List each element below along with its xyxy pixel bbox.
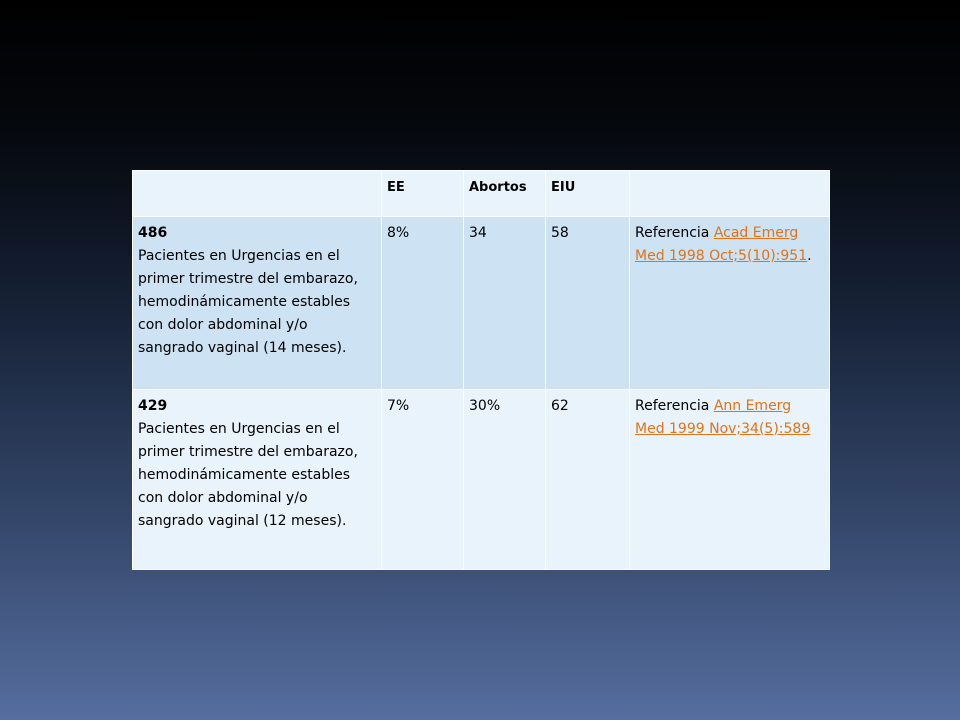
abortos-value: 30%	[464, 389, 546, 569]
reference-cell	[630, 389, 830, 569]
ee-value: 8%	[382, 217, 464, 389]
reference-label: Referencia	[635, 225, 714, 242]
eiu-value: 62	[546, 389, 630, 569]
abortos-value: 34	[464, 217, 546, 389]
study-description: Pacientes en Urgencias en el primer trimestre del embarazo, hemodinámicamente estables con dolor abdominal y/o sangrado vaginal (12 meses).	[138, 420, 358, 529]
eiu-value: 58	[546, 217, 630, 389]
patient-count: 486	[138, 225, 168, 242]
study-description: Pacientes en Urgencias en el primer trimestre del embarazo, hemodinámicamente estables con dolor abdominal y/o sangrado vaginal (14 meses).	[138, 248, 358, 357]
data-table	[132, 170, 830, 570]
reference-link[interactable]: Acad Emerg Med 1998 Oct;5(10):951	[635, 225, 808, 265]
table-row	[133, 217, 830, 389]
reference-cell	[630, 217, 830, 389]
table-row	[133, 389, 830, 569]
reference-label: Referencia	[635, 397, 714, 414]
reference-link[interactable]: Ann Emerg Med 1999 Nov;34(5):589	[635, 397, 811, 437]
header-cell-empty-right	[630, 171, 830, 217]
header-cell-empty-left	[133, 171, 382, 217]
header-cell-ee: EE	[382, 171, 464, 217]
study-cell	[133, 389, 382, 569]
reference-suffix: .	[807, 248, 812, 265]
header-cell-abortos: Abortos	[464, 171, 546, 217]
ee-value: 7%	[382, 389, 464, 569]
table-header-row	[133, 171, 830, 217]
patient-count: 429	[138, 397, 168, 414]
study-cell	[133, 217, 382, 389]
header-cell-eiu: EIU	[546, 171, 630, 217]
